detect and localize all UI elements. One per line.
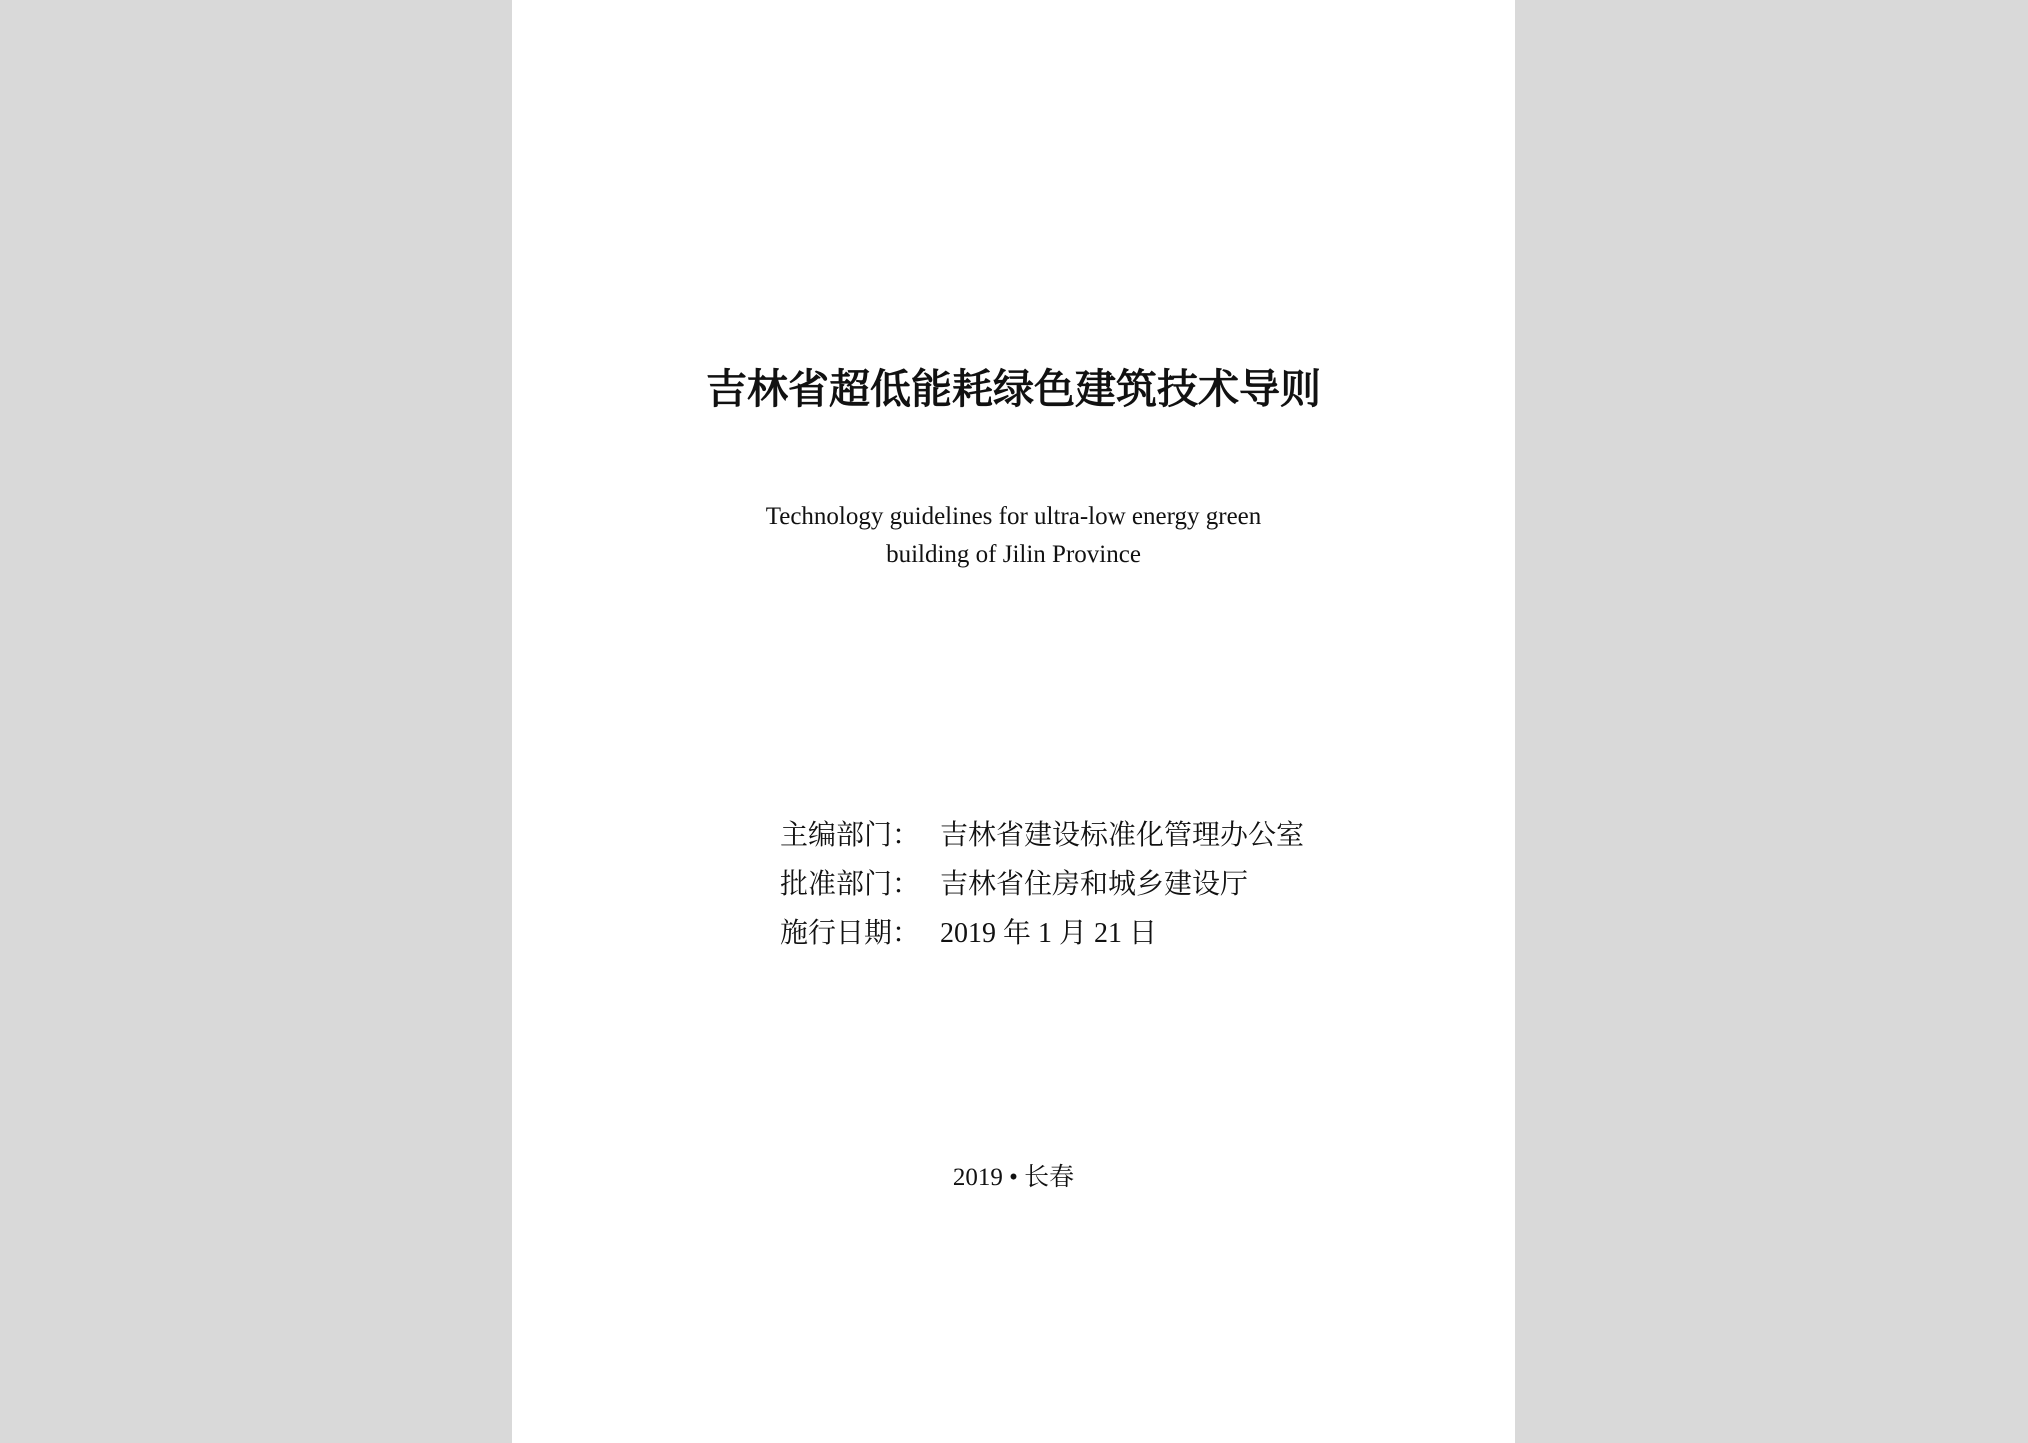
effective-date-label: 施行日期： xyxy=(780,915,921,949)
publication-info xyxy=(780,808,1304,955)
footer-year-city: 2019 • 长春 xyxy=(952,1164,1075,1191)
document-page xyxy=(512,0,1515,1443)
effective-date-row xyxy=(780,906,1304,955)
approval-department-row xyxy=(780,857,1304,906)
approval-department-value: 吉林省住房和城乡建设厅 xyxy=(940,868,1249,900)
editor-department-value: 吉林省建设标准化管理办公室 xyxy=(940,819,1305,851)
title-english-line-1: Technology guidelines for ultra-low energy green xyxy=(765,503,1262,530)
editor-department-label: 主编部门： xyxy=(780,817,921,851)
editor-department-row xyxy=(780,808,1304,857)
effective-date-value: 2019 年 1 月 21 日 xyxy=(940,917,1158,949)
approval-department-label: 批准部门： xyxy=(780,866,921,900)
title-english-line-2: building of Jilin Province xyxy=(886,541,1141,568)
title-chinese: 吉林省超低能耗绿色建筑技术导则 xyxy=(706,365,1321,413)
